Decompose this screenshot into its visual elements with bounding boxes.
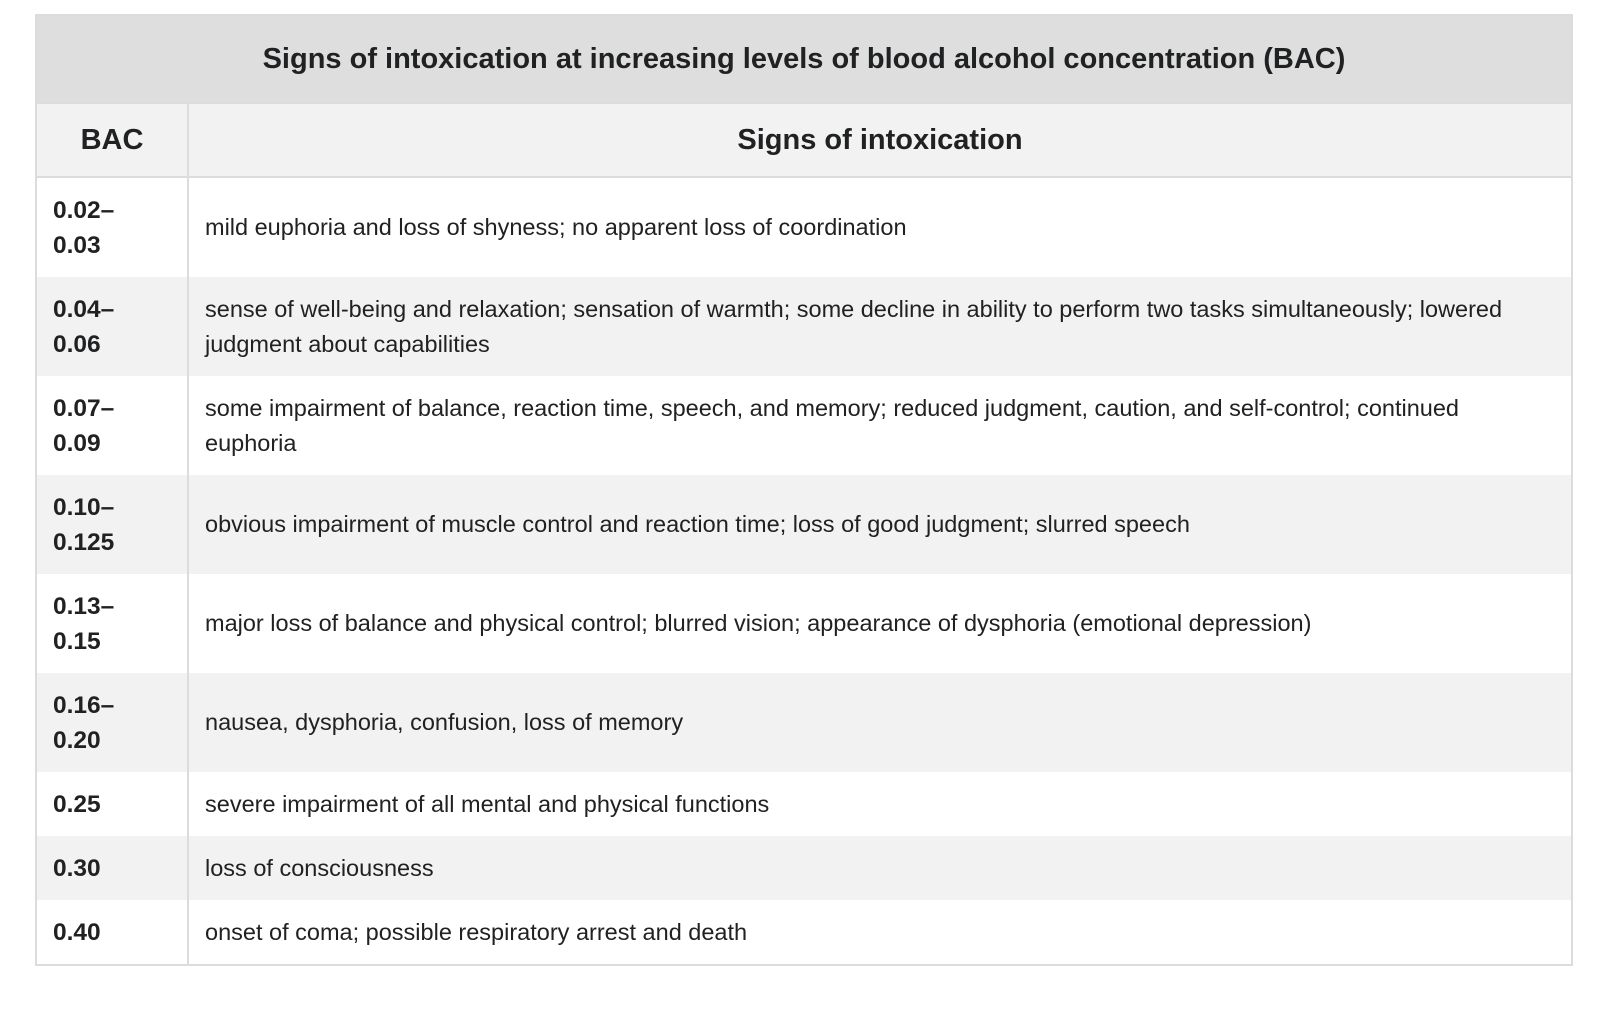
column-header-bac: BAC xyxy=(36,103,188,177)
table-row xyxy=(36,900,1572,965)
bac-value: 0.25 xyxy=(36,772,188,836)
table-row xyxy=(36,772,1572,836)
bac-value: 0.13– 0.15 xyxy=(36,574,188,673)
bac-value: 0.40 xyxy=(36,900,188,965)
signs-text: onset of coma; possible respiratory arrest and death xyxy=(188,900,1572,965)
table-title: Signs of intoxication at increasing levels of blood alcohol concentration (BAC) xyxy=(35,14,1573,102)
signs-text: some impairment of balance, reaction time, speech, and memory; reduced judgment, caution, and self-control; continued euphoria xyxy=(188,376,1572,475)
bac-value: 0.16– 0.20 xyxy=(36,673,188,772)
table-row xyxy=(36,475,1572,574)
signs-text: major loss of balance and physical control; blurred vision; appearance of dysphoria (emotional depression) xyxy=(188,574,1572,673)
signs-text: sense of well-being and relaxation; sensation of warmth; some decline in ability to perform two tasks simultaneously; lowered judgment about capabilities xyxy=(188,277,1572,376)
signs-text: nausea, dysphoria, confusion, loss of memory xyxy=(188,673,1572,772)
bac-value: 0.04– 0.06 xyxy=(36,277,188,376)
table-row xyxy=(36,177,1572,277)
bac-value: 0.07– 0.09 xyxy=(36,376,188,475)
table-row xyxy=(36,836,1572,900)
bac-value: 0.30 xyxy=(36,836,188,900)
signs-text: obvious impairment of muscle control and reaction time; loss of good judgment; slurred speech xyxy=(188,475,1572,574)
table-row xyxy=(36,574,1572,673)
bac-value: 0.02– 0.03 xyxy=(36,177,188,277)
signs-text: mild euphoria and loss of shyness; no apparent loss of coordination xyxy=(188,177,1572,277)
table-row xyxy=(36,277,1572,376)
header-row xyxy=(36,103,1572,177)
bac-table xyxy=(35,14,1573,966)
signs-text: severe impairment of all mental and physical functions xyxy=(188,772,1572,836)
column-header-signs: Signs of intoxication xyxy=(188,103,1572,177)
table-row xyxy=(36,376,1572,475)
table-row xyxy=(36,673,1572,772)
bac-value: 0.10– 0.125 xyxy=(36,475,188,574)
bac-table-container xyxy=(35,14,1571,966)
signs-text: loss of consciousness xyxy=(188,836,1572,900)
